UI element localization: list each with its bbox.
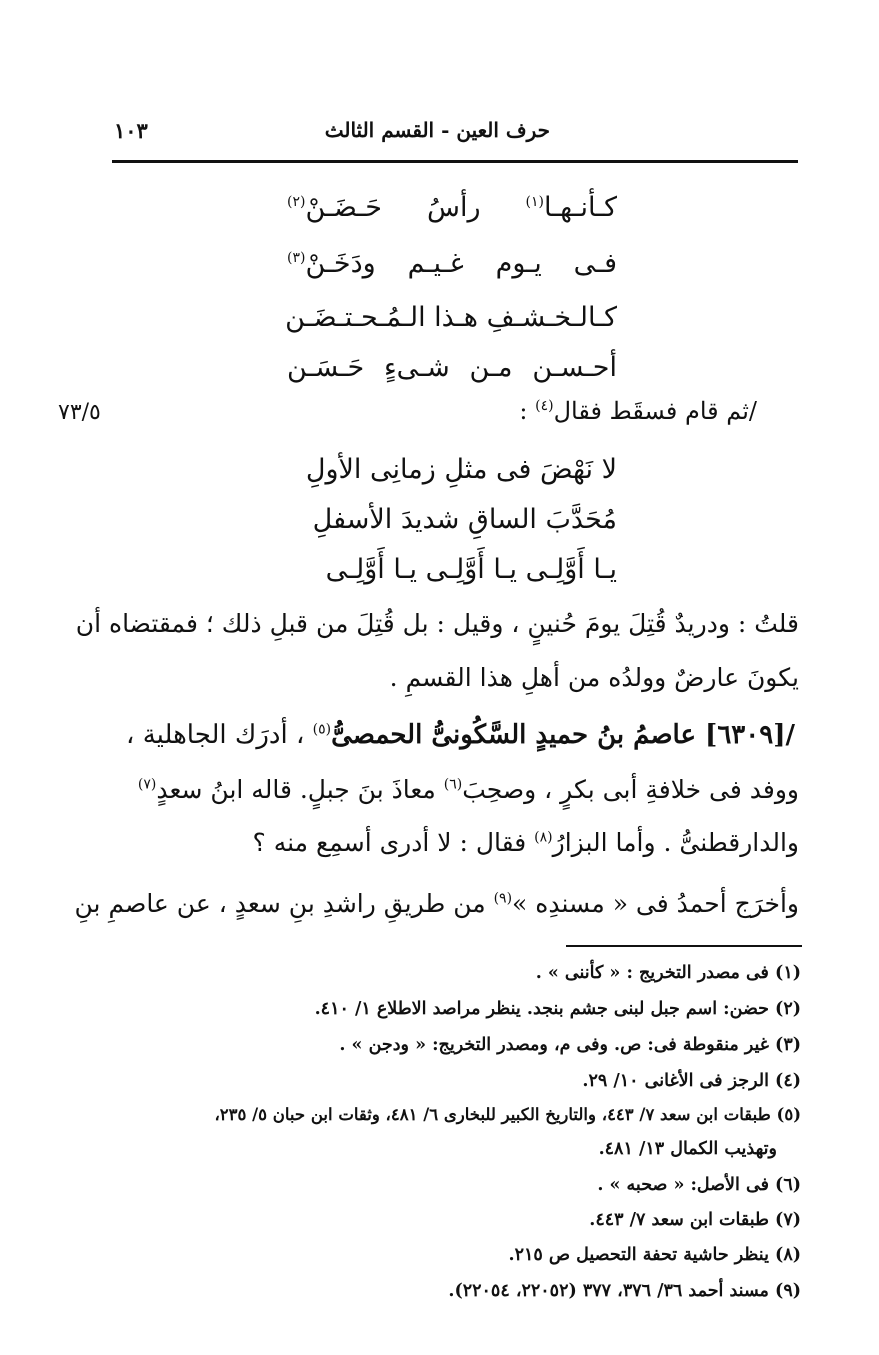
footnote: (٨) ينظر حاشية تحفة التحصيل ص ٢١٥. bbox=[508, 1245, 801, 1265]
verse-line bbox=[287, 302, 617, 333]
verse-line: يـا أَوَّلِـى يـا أَوَّلِـى يـا أَوَّلِـى bbox=[325, 554, 617, 585]
verse-hemistich: غـيـم ودَخَـنْ bbox=[305, 248, 464, 279]
footnote: (٩) مسند أحمد ٣٦/ ٣٧٦، ٣٧٧ (٢٢٠٥٢، ٢٢٠٥٤). bbox=[448, 1281, 801, 1301]
verse-line bbox=[287, 248, 617, 279]
verse-hemistich: كـالـخـشـفِ bbox=[486, 302, 617, 333]
entry-text: ووفد فى خلافةِ أبى بكرٍ ، وصحِبَ bbox=[462, 775, 799, 804]
footnote-marker: (٨) bbox=[534, 829, 553, 846]
verse-line: لا نَهْضَ فى مثلِ زمانِى الأولِ bbox=[305, 454, 617, 485]
footnote: (٥) طبقات ابن سعد ٧/ ٤٤٣، والتاريخ الكبير للبخارى ٦/ ٤٨١، وثقات ابن حبان ٥/ ٢٣٥، bbox=[214, 1105, 801, 1124]
footnote: وتهذيب الكمال ١٣/ ٤٨١. bbox=[598, 1139, 777, 1159]
entry-line bbox=[74, 889, 799, 918]
entry-text: فقال : لا أدرى أسمِع منه ؟ bbox=[252, 828, 535, 857]
entry-line bbox=[109, 828, 799, 857]
entry-text: معاذَ بنَ جبلٍ. قاله ابنُ سعدٍ bbox=[156, 775, 444, 804]
transition-text: /ثم قام فسقَط فقال bbox=[553, 397, 757, 425]
verse-hemistich: هـذا الـمُـحـتـضَـن bbox=[285, 302, 478, 333]
footnote: (٢) حضن: اسم جبل لبنى جشم بنجد. ينظر مراصد الاطلاع ١/ ٤١٠. bbox=[314, 999, 801, 1019]
entry-heading-tail: ، أدرَك الجاهلية ، bbox=[126, 720, 313, 750]
running-header-title: حرف العين - القسم الثالث bbox=[324, 118, 550, 142]
verse-hemistich: كـأنـهـا bbox=[544, 192, 617, 223]
footnote-marker: (٩) bbox=[493, 890, 513, 907]
entry-text: من طريقِ راشدِ بنِ سعدٍ ، عن عاصمِ بنِ bbox=[74, 889, 494, 918]
paragraph-line: قلتُ : ودريدٌ قُتِلَ يومَ حُنينٍ ، وقيل : بل قُتِلَ من قبلِ ذلك ؛ فمقتضاه أن bbox=[75, 609, 799, 638]
footnote-marker: (٧) bbox=[137, 776, 157, 793]
footnote-marker: (٦) bbox=[443, 776, 463, 793]
page-number: ١٠٣ bbox=[114, 118, 148, 143]
verse-hemistich: فـى يـوم bbox=[495, 248, 617, 279]
entry-text: والدارقطنىُّ . وأما البزارُ bbox=[552, 828, 799, 857]
running-header bbox=[114, 118, 798, 154]
verse-line: مُحَدَّبَ الساقِ شديدَ الأسفلِ bbox=[312, 504, 617, 535]
entry-heading: /[٦٣٠٩] عاصمُ بنُ حميدٍ السَّكُونىُّ الحمصىُّ bbox=[331, 720, 795, 750]
footnote-marker: (٤) bbox=[535, 398, 554, 414]
footnote-marker: (١) bbox=[525, 194, 544, 210]
footnote: (٣) غير منقوطة فى: ص. وفى م، ومصدر التخريج: « ودجن » . bbox=[339, 1035, 801, 1055]
paragraph-line: يكونَ عارضٌ وولدُه من أهلِ هذا القسمِ . bbox=[389, 663, 799, 692]
margin-reference: ٧٣/٥ bbox=[58, 400, 101, 425]
footnote: (٦) فى الأصل: « صحبه » . bbox=[597, 1175, 801, 1195]
verse-line bbox=[287, 192, 617, 223]
entry-heading-line bbox=[105, 720, 795, 750]
footnote-marker: (٥) bbox=[312, 721, 332, 738]
footnote: (٤) الرجز فى الأغانى ١٠/ ٢٩. bbox=[582, 1071, 801, 1091]
footnote: (١) فى مصدر التخريج : « كأننى » . bbox=[535, 963, 801, 983]
transition-line bbox=[67, 397, 757, 425]
verse-line bbox=[287, 352, 617, 383]
footnote-marker: (٣) bbox=[287, 250, 306, 266]
footnote-marker: (٢) bbox=[287, 194, 306, 210]
verse-hemistich: مـن شـىءٍ حَـسَـن bbox=[287, 352, 513, 383]
verse-hemistich: رأسُ حَـضَـنْ bbox=[305, 192, 481, 223]
transition-tail: : bbox=[519, 397, 536, 425]
footnote: (٧) طبقات ابن سعد ٧/ ٤٤٣. bbox=[589, 1210, 801, 1230]
footnote-rule bbox=[566, 945, 802, 947]
verse-hemistich: أحـسـن bbox=[532, 352, 617, 383]
entry-line bbox=[109, 775, 799, 804]
header-rule bbox=[112, 160, 798, 163]
entry-text: وأخرَج أحمدُ فى « مسندِه » bbox=[512, 889, 799, 918]
